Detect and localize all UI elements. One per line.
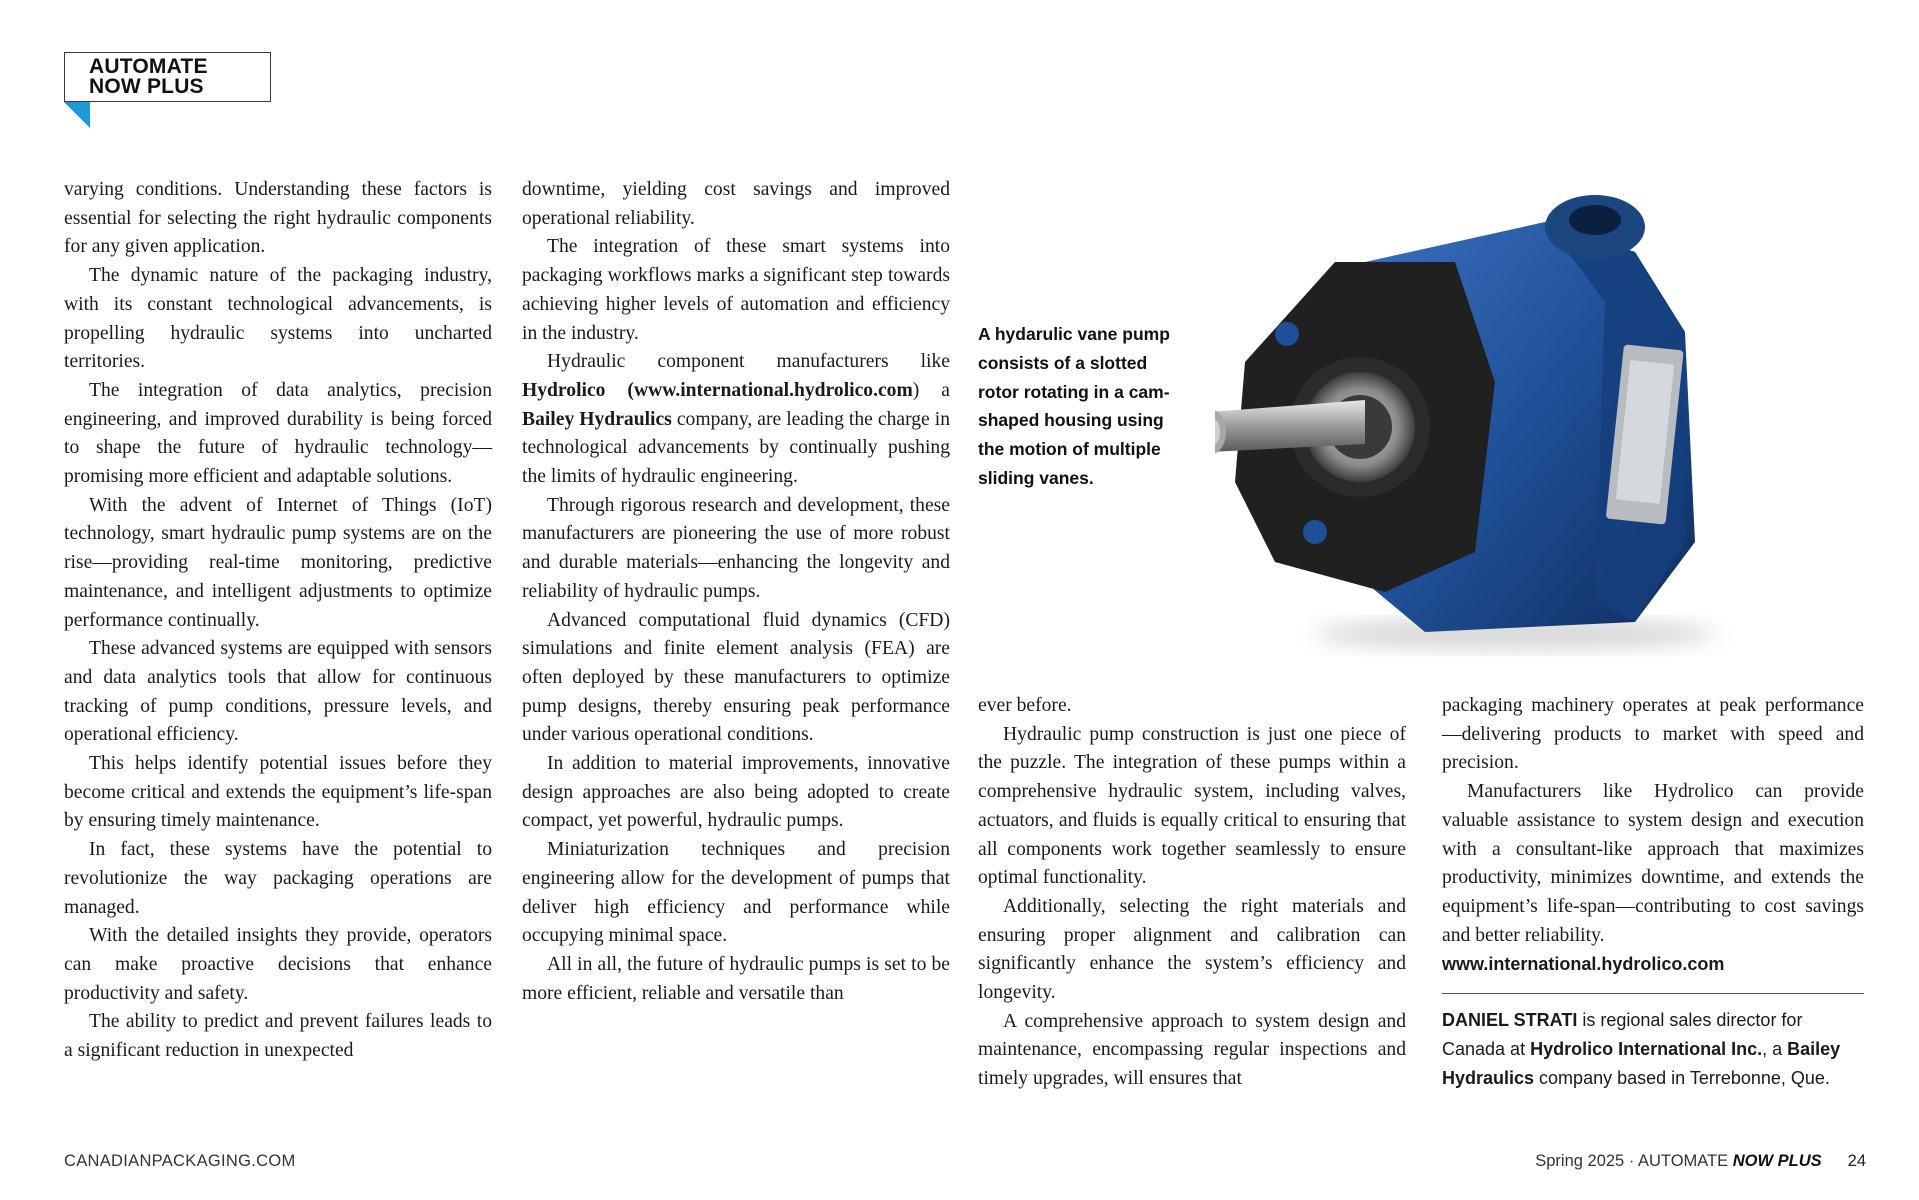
page-number: 24 — [1847, 1152, 1866, 1170]
logo-line-2: NOW PLUS — [89, 75, 204, 98]
text-span: , a — [1762, 1039, 1788, 1060]
paragraph: Through rigorous research and development, these manufacturers are pioneering the use of more robust and durable materials—enhancing the longevity and reliability of hydraulic pumps. — [522, 494, 950, 602]
paragraph: The ability to predict and prevent failures leads to a significant reduction in unexpected — [64, 1011, 492, 1062]
parent-company: Bailey Hydraulics — [1442, 1039, 1841, 1089]
text-span: company based in Terrebonne, Que. — [1534, 1068, 1830, 1089]
website-link[interactable]: www.international.hydrolico.com — [1442, 954, 1725, 975]
divider — [1442, 993, 1864, 994]
publication-logo — [64, 52, 271, 102]
paragraph: Miniaturization techniques and precision engineering allow for the development of pumps that deliver high efficiency and performance while occupying minimal space. — [522, 839, 950, 947]
vane-pump-photo — [1215, 182, 1735, 662]
article-column-4 — [1442, 692, 1864, 1093]
paragraph: A comprehensive approach to system design and maintenance, encompassing regular inspections and timely upgrades, will ensures that — [978, 1010, 1406, 1090]
paragraph: In addition to material improvements, innovative design approaches are also being adopted to create compact, yet powerful, hydraulic pumps. — [522, 753, 950, 832]
paragraph: Advanced computational fluid dynamics (CFD) simulations and finite element analysis (FEA) are often deployed by these manufacturers to optimize pump designs, thereby ensuring peak performance under various operational conditions. — [522, 609, 950, 746]
issue-text: Spring 2025 · AUTOMATE — [1535, 1152, 1733, 1170]
logo-line-1: AUTOMATE — [89, 55, 208, 78]
paragraph: This helps identify potential issues before they become critical and extends the equipment’s life-span by ensuring timely maintenance. — [64, 753, 492, 832]
paragraph: With the advent of Internet of Things (IoT) technology, smart hydraulic pump systems are on the rise—providing real-time monitoring, predictive maintenance, and intelligent adjustments to optimize performance continually. — [64, 494, 492, 631]
text-span: company, are leading the charge in technological advancements by continually pushing the limits of hydraulic engineering. — [522, 408, 950, 488]
article-column-2 — [522, 176, 950, 1008]
paragraph: downtime, yielding cost savings and improved operational reliability. — [522, 179, 950, 229]
text-span: is regional sales director for Canada at — [1442, 1010, 1803, 1060]
logo-accent-triangle — [64, 102, 90, 128]
paragraph: packaging machinery operates at peak performance—delivering products to market with speed and precision. — [1442, 695, 1864, 774]
company-name: Bailey Hydraulics — [522, 408, 672, 430]
footer-website: CANADIANPACKAGING.COM — [64, 1152, 296, 1170]
paragraph: With the detailed insights they provide, operators can make proactive decisions that enhance productivity and safety. — [64, 925, 492, 1004]
company-link-text: Hydrolico (www.international.hydrolico.com — [522, 379, 913, 401]
paragraph: All in all, the future of hydraulic pumps is set to be more efficient, reliable and versatile than — [522, 953, 950, 1004]
article-column-3 — [978, 692, 1406, 1094]
photo-caption: A hydarulic vane pump consists of a slotted rotor rotating in a cam-shaped housing using the motion of multiple sliding vanes. — [978, 324, 1170, 488]
paragraph: ever before. — [978, 695, 1072, 716]
paragraph: varying conditions. Understanding these factors is essential for selecting the right hydraulic components for any given application. — [64, 179, 492, 258]
footer-issue — [1535, 1152, 1866, 1171]
text-span: Hydraulic component manufacturers like — [547, 351, 950, 373]
paragraph: These advanced systems are equipped with sensors and data analytics tools that allow for continuous tracking of pump conditions, pressure levels, and operational efficiency. — [64, 638, 492, 746]
paragraph: The dynamic nature of the packaging industry, with its constant technological advancements, is propelling hydraulic systems into uncharted territories. — [64, 265, 492, 373]
author-bio — [1442, 1006, 1864, 1093]
paragraph: Hydraulic pump construction is just one piece of the puzzle. The integration of these pumps within a comprehensive hydraulic system, including valves, actuators, and fluids is equally critical to ensuring that all components work together seamlessly to ensure optimal functionality. — [978, 723, 1406, 889]
author-company: Hydrolico International Inc. — [1530, 1039, 1763, 1060]
text-span: ) a — [912, 379, 950, 401]
article-column-1 — [64, 176, 492, 1066]
paragraph: Manufacturers like Hydrolico can provide valuable assistance to system design and execution with a consultant-like approach that maximizes productivity, minimizes downtime, and extends the equipment’s life-span—contributing to cost savings and better reliability. — [1442, 781, 1864, 946]
author-name: DANIEL STRATI — [1442, 1010, 1578, 1031]
paragraph: The integration of data analytics, precision engineering, and improved durability is being forced to shape the future of hydraulic technology—promising more efficient and adaptable solutions. — [64, 379, 492, 488]
brand-name: NOW PLUS — [1732, 1152, 1822, 1170]
paragraph — [522, 348, 950, 492]
paragraph: In fact, these systems have the potential to revolutionize the way packaging operations are managed. — [64, 839, 492, 918]
paragraph: The integration of these smart systems into packaging workflows marks a significant step towards achieving higher levels of automation and efficiency in the industry. — [522, 236, 950, 344]
paragraph: Additionally, selecting the right materials and ensuring proper alignment and calibration can significantly enhance the system’s efficiency and longevity. — [978, 895, 1406, 1004]
